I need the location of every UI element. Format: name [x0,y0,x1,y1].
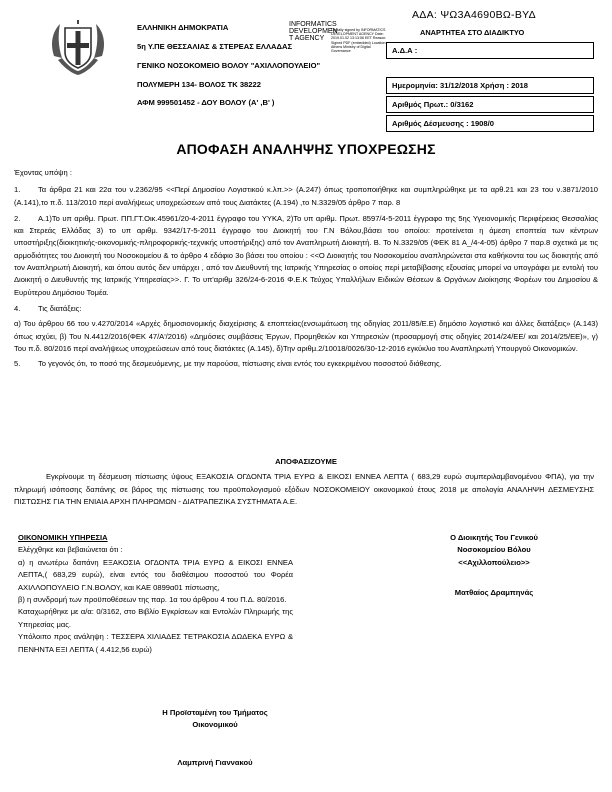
finance-remaining: Υπόλοιπο προς ανάληψη : ΤΕΣΣΕΡΑ ΧΙΛΙΑΔΕΣ ΤΕΤΡΑΚΟΣΙΑ ΔΩΔΕΚΑ ΕΥΡΩ & ΠΕΝΗΝΤΑ ΕΞΙ ΛΕΠΤΑ ( 4.412,56 ευρώ) [18,632,293,654]
considering-label: Έχοντας υπόψη : [14,168,72,177]
date-box: Ημερομηνία: 31/12/2018 Χρήση : 2018 [386,77,594,94]
left-role-1: Η Προϊσταμένη του Τμήματος [162,708,268,717]
item-4-text: Τις διατάξεις: [38,303,82,313]
provisions: α) Του άρθρου 66 του ν.4270/2014 «Αρχές δημοσιονομικής διαχείρισης & εποπτείας(ενσωμάτωση της οδηγίας 2011/85/Ε.Ε) δημόσιο λογιστικό και άλλες διατάξεις» (Α.143) όπως ισχύει, β) Του Ν.4412/2016(ΦΕΚ 47/Α'/2016) «Δημόσιες συμβάσεις Έργων, Προμηθειών και Υπηρεσιών (προσαρμογή στις οδηγίες 2014/24/ΕΕ/ και 2014/25/ΕΕ)», γ) Του π.δ. 80/2016 περί αναλήψεως υποχρεώσεων από τους διατάκτες (Α.145), δ)Την αριθμ.2/10018/0026/30-12-2016 εγκύκλιο του Αναπληρωτή Υπουργού Οικονομικών. [14,319,598,353]
item-1-text: Τα άρθρα 21 και 22α του ν.2362/95 <<Περί Δημοσίου Λογιστικού κ.λπ.>> (Α.247) όπως τροποποιήθηκε και συμπληρώθηκε με τα αρθ.21 και 23 του ν.3871/2010 (Α.141),το π.δ. 113/2010 περί αναλήψεως υποχρεώσεων από τους Διατάκτες (Α.194) ,το Ν.3329/05 άρθρο 7 παρ. 8 [14,185,598,207]
item-2-num: 2. [14,213,21,223]
decision-heading: ΑΠΟΦΑΣΙΖΟΥΜΕ [275,457,337,466]
stamp-detail: Digitally signed by INFORMATICS DEVELOPMENT AGENCY Date: 2019.01.02 13:13:56 EET Reason: Signed PDF (embedded) Location: Athens Ministry of Digital Governance [331,28,387,54]
considerations [14,167,598,370]
decision-text: Εγκρίνουμε τη δέσμευση πίστωσης ύψους ΕΞΑΚΟΣΙΑ ΟΓΔΟΝΤΑ ΤΡΙΑ ΕΥΡΩ & ΕΙΚΟΣΙ ΕΝΝΕΑ ΛΕΠΤΑ ( 683,29 ευρώ συμπεριλαμβανομένου ΦΠΑ), για την πληρωμή ισόποσης δαπάνης σε βάρος της πίστωσης του προϋπολογισμού εξόδων ΝΟΣΟΚΟΜΕΙΟΥ οικονομικού έτους 2018 με απολογία ΑΝΑΛΗΨΗ ΔΕΣΜΕΥΣΗΣ ΠΙΣΤΩΣΗΣ ΓΙΑ ΤΗΝ ΕΝΙΑΙΑ ΑΡΧΗ ΠΛΗΡΩΜΩΝ - ΔΙΑΤΡΑΠΕΖΙΚΑ ΣΥΣΤΗΜΑΤΑ Α.Ε. [14,472,594,506]
commitment-box: Αριθμός Δέσμευσης : 1908/0 [386,115,594,132]
page-title: ΑΠΟΦΑΣΗ ΑΝΑΛΗΨΗΣ ΥΠΟΧΡΕΩΣΗΣ [176,141,436,157]
protocol-box: Αριθμός Πρωτ.: 0/3162 [386,96,594,113]
posting-label: ΑΝΑΡΤΗΤΕΑ ΣΤΟ ΔΙΑΔΙΚΤΥΟ [420,28,525,37]
greek-emblem-icon [48,16,108,78]
signatory-left [120,707,310,732]
finance-point-a: α) η ανωτέρω δαπάνη ΕΞΑΚΟΣΙΑ ΟΓΔΟΝΤΑ ΤΡΙΑ ΕΥΡΩ & ΕΙΚΟΣΙ ΕΝΝΕΑ ΛΕΠΤΑ,( 683,29 ευρώ), είναι εντός του διαθέσιμου ποσοστού του Φορέα ΑΧΙΛΛΟΠΟΥΛΕΙΟ Γ.Ν.ΒΟΛΟΥ, και ΚΑΕ 0899α01 πίστωσης, [18,557,293,592]
item-5-num: 5. [14,359,21,369]
stamp-line-1: INFORMATICS [289,21,337,28]
header-line-4: ΠΟΛΥΜΕΡΗ 134- ΒΟΛΟΣ ΤΚ 38222 [137,80,261,89]
item-1 [14,184,598,209]
item-5-text: Το γεγονός ότι, το ποσό της δεσμευόμενης, με την παρούσα, πίστωσης είναι εντός του εγκεκριμένου ποσοστού διάθεσης. [38,359,442,369]
left-role-2: Οικονομικού [192,720,238,730]
finance-heading: ΟΙΚΟΝΟΜΙΚΗ ΥΠΗΡΕΣΙΑ [18,533,108,542]
item-4 [14,303,598,315]
item-4-num: 4. [14,303,21,313]
header-line-3: ΓΕΝΙΚΟ ΝΟΣΟΚΟΜΕΙΟ ΒΟΛΟΥ "ΑΧΙΛΛΟΠΟΥΛΕΙΟ" [137,61,321,70]
right-role-1: Ο Διοικητής Του Γενικού [450,533,538,542]
item-2 [14,213,598,299]
finance-section [18,532,293,656]
right-name: Ματθαίος Δραμπηνάς [454,588,534,598]
stamp-line-2: DEVELOPMEN [289,28,338,35]
header-line-2: 5η Υ.ΠΕ ΘΕΣΣΑΛΙΑΣ & ΣΤΕΡΕΑΣ ΕΛΛΑΔΑΣ [137,42,293,51]
header-line-1: ΕΛΛΗΝΙΚΗ ΔΗΜΟΚΡΑΤΙΑ [137,23,229,32]
finance-recorded: Καταχωρήθηκε με α/α: 0/3162, στο Βιβλίο Εγκρίσεων και Εντολών Πληρωμής της Υπηρεσίας μας. [18,607,293,629]
header-line-5: ΑΦΜ 999501452 - ΔΟΥ ΒΟΛΟΥ (Α' ,Β' ) [137,98,275,107]
finance-point-b: β) η συνδρομή των προϋποθέσεων της παρ. 1α του άρθρου 4 του Π.Δ. 80/2016. [18,595,287,605]
item-1-num: 1. [14,185,21,195]
finance-checked: Ελέγχθηκε και βεβαιώνεται ότι : [18,545,123,555]
ada-box: Α.Δ.Α : [386,42,594,59]
stamp-line-3: T AGENCY [289,35,325,42]
ada-code: ΑΔΑ: ΨΩ3Α4690ΒΩ-ΒΥΔ [412,9,536,21]
left-name: Λαμπρινή Γιαννακού [177,758,253,767]
item-2-text: Α.1)Το υπ αριθμ. Πρωτ. ΠΠ.ΓΤ.Οικ.45961/20-4-2011 έγγραφο του ΥΥΚΑ, 2)Το υπ αριθμ. Πρωτ. 8597/4-5-2011 έγγραφο της 5ης Υγειονομικής Περιφέρειας Θεσσαλίας και Στερεάς Ελλάδας 3) το υπ αριθμ. 9342/17-5-2011 έγγραφο του Διοικητή του Γ.Ν Βόλου,βάσει του οποίου: προτείνεται η άμεση εποπτεία των κέντρων υποστήριξης(διοικητικής-οικονομικής-πληροφορικής-τεχνικής υποστήριξης) από τον Αναπληρωτή Διοικητή. Β. Το Ν.3329/05 (ΦΕΚ 81 Α_/4-4-05) άρθρο 7 παρ.8 σχετικά με τις αρμοδιότητες του Διοικητή του Νοσοκομείου & το άρθρο 4 εδάφιο 3ο βάσει του οποίου : <<Ο Διοικητής του Νοσοκομείου αναπληρώνεται στα καθήκοντα του ως διοικητής από τον Αναπληρωτή Διοικητή, και όπου αυτός δεν υπάρχει , από τον Διευθυντή της Ιατρικής Υπηρεσίας ο οποίος περί μεταβίβασης εξουσίας μπορεί να υπογράφει με εντολή του Διοικητή ο Διευθυντής της Ιατρικής Υπηρεσίας>>. Γ. Το υπ'αριθμ 326/24-6-2016 Φ.Ε.Κ Τεύχος Υπαλλήλων Ειδικών Θέσεων & Οργάνων Διοίκησης Φορέων του Δημοσίου & Ευρύτερου Δημόσιου Τομέα. [14,213,598,297]
right-role-3: <<Αχιλλοπούλειο>> [458,557,530,567]
right-role-2: Νοσοκομείου Βόλου [457,545,531,555]
signatory-right [394,532,594,600]
item-5 [14,358,598,370]
